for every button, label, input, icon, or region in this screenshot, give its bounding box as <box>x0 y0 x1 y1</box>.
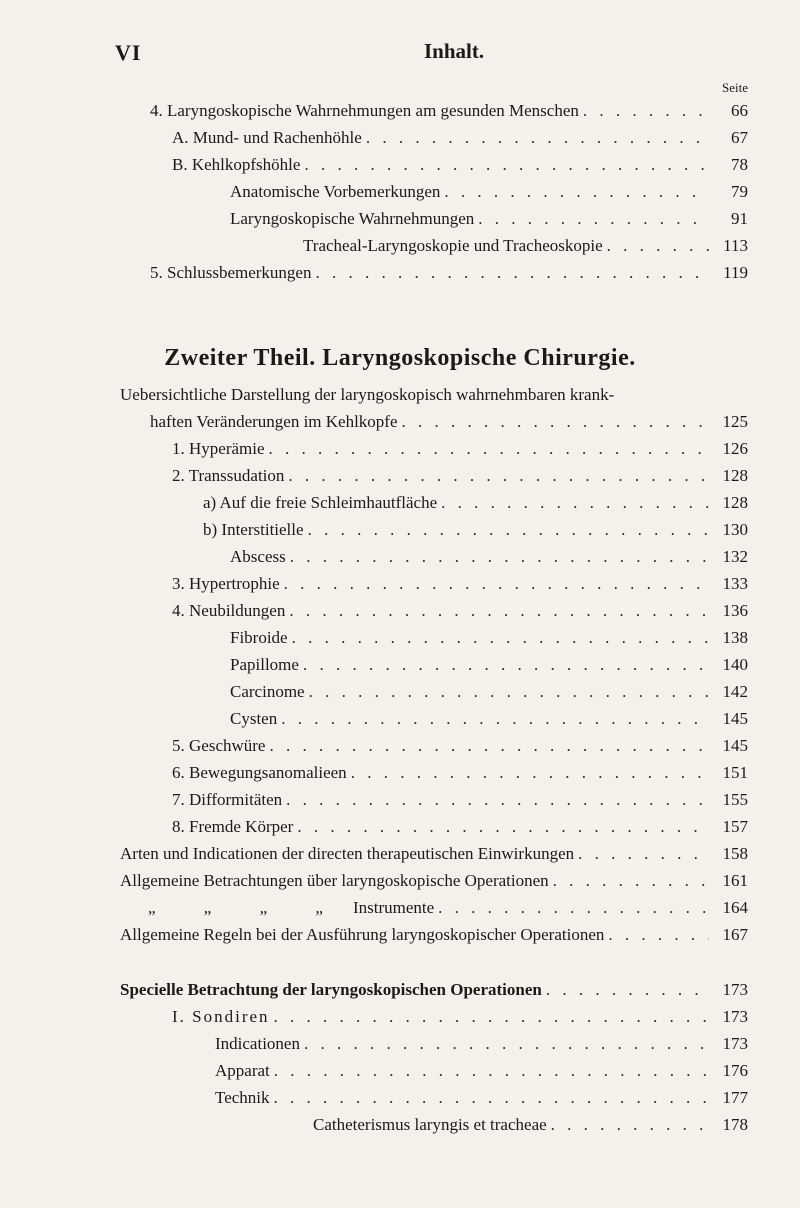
toc-entry-page: 176 <box>722 1061 748 1080</box>
toc-entry-page: 173 <box>722 1034 748 1053</box>
ditto-marks: „ „ „ „ <box>148 898 323 917</box>
toc-entry-text: 8. Fremde Körper <box>172 817 294 836</box>
toc-entry-text: B. Kehlkopfshöhle <box>172 155 301 174</box>
toc-entry-page: 125 <box>722 412 748 431</box>
toc-entry <box>230 628 748 650</box>
toc-entry-page: 157 <box>722 817 748 836</box>
toc-entry-page: 126 <box>722 439 748 458</box>
toc-entry <box>215 1061 748 1083</box>
toc-entry-text: Specielle Betrachtung der laryngoskopischen Operationen <box>120 980 542 999</box>
toc-entry <box>203 520 748 542</box>
toc-entry-page: 78 <box>731 155 748 174</box>
toc-entry-text: Allgemeine Betrachtungen über laryngoskopische Operationen <box>120 871 549 890</box>
toc-entry-text: 6. Bewegungsanomalieen <box>172 763 347 782</box>
toc-entry-page: 128 <box>722 466 748 485</box>
toc-entry <box>230 655 748 677</box>
seite-label: Seite <box>722 80 748 95</box>
toc-entry-page: 155 <box>722 790 748 809</box>
toc-entry-text: 1. Hyperämie <box>172 439 265 458</box>
toc-entry-text: Indicationen <box>215 1034 300 1053</box>
toc-entry-text: haften Veränderungen im Kehlkopfe <box>150 412 398 431</box>
toc-entry-text: Fibroide <box>230 628 288 647</box>
toc-entry-text: a) Auf die freie Schleimhautfläche <box>203 493 438 512</box>
toc-entry-page: 119 <box>723 263 748 282</box>
toc-entry <box>120 844 748 866</box>
section-heading: Zweiter Theil. Laryngoskopische Chirurgie. <box>164 345 636 371</box>
toc-entry <box>120 980 748 1002</box>
toc-entry-text: Allgemeine Regeln bei der Ausführung laryngoskopischer Operationen <box>120 925 605 944</box>
toc-entry-page: 151 <box>722 763 748 782</box>
toc-entry-text: Papillome <box>230 655 299 674</box>
toc-entry-text: 2. Transsudation <box>172 466 285 485</box>
toc-entry-page: 177 <box>722 1088 748 1107</box>
toc-entry-text: Tracheal-Laryngoskopie und Tracheoskopie <box>303 236 603 255</box>
toc-entry-page: 178 <box>722 1115 748 1134</box>
toc-entry-page: 136 <box>722 601 748 620</box>
toc-entry <box>172 736 748 758</box>
toc-entry <box>203 493 748 515</box>
toc-entry-page: 161 <box>722 871 748 890</box>
toc-entry-page: 67 <box>731 128 748 147</box>
toc-entry-text: Catheterismus laryngis et tracheae <box>313 1115 547 1134</box>
toc-entry <box>313 1115 748 1137</box>
toc-entry-text: Cysten <box>230 709 278 728</box>
toc-entry-page: 138 <box>722 628 748 647</box>
toc-entry-text: Arten und Indicationen der directen therapeutischen Einwirkungen <box>120 844 575 863</box>
toc-entry <box>172 574 748 596</box>
toc-entry-text: Instrumente <box>352 898 435 917</box>
toc-entry <box>150 412 748 434</box>
toc-entry-page: 91 <box>731 209 748 228</box>
toc-entry-page: 66 <box>731 101 748 120</box>
toc-entry-text: I. Sondiren <box>172 1007 270 1026</box>
toc-entry <box>150 263 748 285</box>
toc-entry <box>148 898 748 920</box>
toc-entry <box>172 128 748 150</box>
toc-entry <box>172 817 748 839</box>
toc-entry-text: A. Mund- und Rachenhöhle <box>172 128 362 147</box>
toc-entry-text: 4. Neubildungen <box>172 601 286 620</box>
toc-entry <box>215 1034 748 1056</box>
toc-entry-page: 130 <box>722 520 748 539</box>
toc-entry-text: 3. Hypertrophie <box>172 574 280 593</box>
toc-entry <box>215 1088 748 1110</box>
toc-entry <box>230 547 748 569</box>
toc-entry <box>172 790 748 812</box>
toc-entry <box>150 101 748 123</box>
page-number: VI <box>115 40 142 65</box>
toc-entry-page: 142 <box>722 682 748 701</box>
toc-entry-page: 158 <box>722 844 748 863</box>
toc-entry-text: Apparat <box>215 1061 270 1080</box>
toc-entry-page: 173 <box>722 1007 748 1026</box>
toc-entry-page: 167 <box>722 925 748 944</box>
toc-entry <box>172 763 748 785</box>
toc-entry-text: Laryngoskopische Wahrnehmungen <box>230 209 475 228</box>
toc-entry-text: b) Interstitielle <box>203 520 304 539</box>
toc-entry <box>303 236 748 258</box>
toc-entry-text: 4. Laryngoskopische Wahrnehmungen am gesunden Menschen <box>150 101 579 120</box>
toc-entry-text: 7. Difformitäten <box>172 790 283 809</box>
toc-entry-page: 164 <box>722 898 748 917</box>
toc-entry-text: 5. Geschwüre <box>172 736 266 755</box>
toc-entry <box>172 466 748 488</box>
toc-entry <box>172 1007 748 1029</box>
toc-entry <box>230 682 748 704</box>
toc-entry <box>120 871 748 893</box>
toc-entry <box>230 709 748 731</box>
toc-entry-page: 113 <box>723 236 748 255</box>
toc-entry <box>120 925 748 947</box>
toc-entry <box>230 209 748 231</box>
toc-entry <box>172 439 748 461</box>
toc-entry-page: 133 <box>722 574 748 593</box>
toc-entry-page: 79 <box>731 182 748 201</box>
toc-entry-page: 128 <box>722 493 748 512</box>
toc-entry-text: Anatomische Vorbemerkungen <box>230 182 441 201</box>
toc-entry-text: Abscess <box>230 547 286 566</box>
toc-entry-page: 145 <box>722 736 748 755</box>
toc-entry-intro-line1: Uebersichtliche Darstellung der laryngoskopisch wahrnehmbaren krank- <box>120 385 615 404</box>
toc-entry <box>172 601 748 623</box>
toc-entry-page: 140 <box>722 655 748 674</box>
toc-entry-text: Technik <box>215 1088 270 1107</box>
page-title: Inhalt. <box>424 39 485 63</box>
toc-entry-page: 173 <box>722 980 748 999</box>
toc-entry <box>172 155 748 177</box>
toc-entry-page: 145 <box>722 709 748 728</box>
toc-entry-page: 132 <box>722 547 748 566</box>
toc-entry-text: Carcinome <box>230 682 305 701</box>
toc-entry-text: 5. Schlussbemerkungen <box>150 263 312 282</box>
toc-entry <box>230 182 748 204</box>
